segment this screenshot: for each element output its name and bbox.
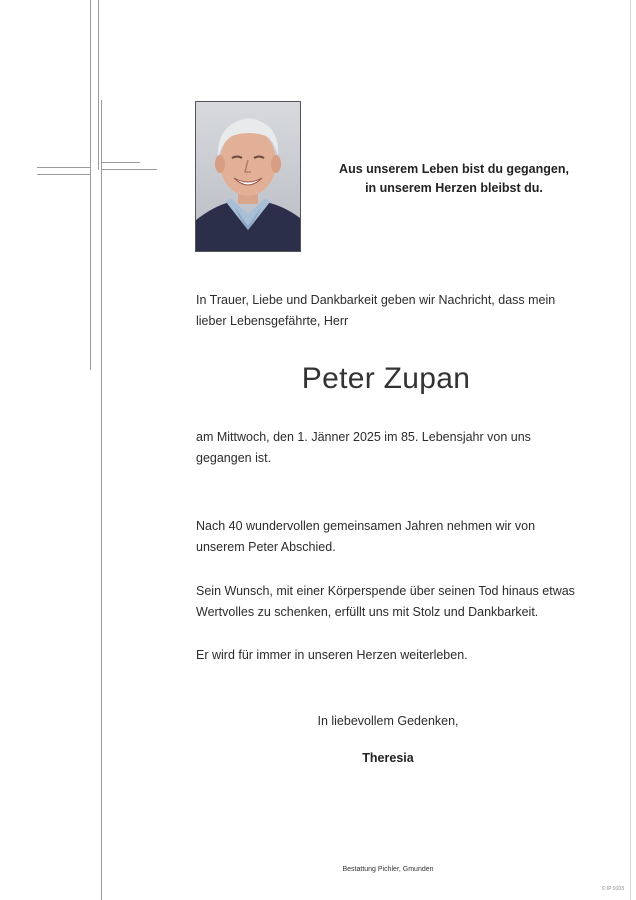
intro-line-1: In Trauer, Liebe und Dankbarkeit geben wir Nachricht, dass mein [196, 293, 556, 307]
intro-text [196, 290, 555, 332]
signer-name: Theresia [362, 751, 414, 765]
paragraph-1 [196, 516, 535, 558]
funeral-home-footer: Bestattung Pichler, Gmunden [342, 866, 434, 873]
paragraph-2 [196, 581, 575, 623]
death-notice [196, 427, 531, 469]
paragraph-1-line-2: unserem Peter Abschied. [196, 540, 336, 554]
cross-arm-right-top [102, 162, 140, 163]
cross-arm-right-bottom [102, 169, 157, 170]
paragraph-3-line-1: Er wird für immer in unseren Herzen weiterleben. [196, 648, 468, 662]
intro-line-2: lieber Lebensgefährte, Herr [196, 314, 349, 328]
closing-text: In liebevollem Gedenken, [317, 714, 459, 728]
paragraph-2-line-1: Sein Wunsch, mit einer Körperspende über seinen Tod hinaus etwas [196, 584, 575, 598]
deceased-name: Peter Zupan [301, 362, 471, 395]
death-notice-line-1: am Mittwoch, den 1. Jänner 2025 im 85. Lebensjahr von uns [196, 430, 531, 444]
paragraph-2-line-2: Wertvolles zu schenken, erfüllt uns mit Stolz und Dankbarkeit. [196, 605, 539, 619]
cross-vertical-left [90, 0, 91, 370]
portrait-photo [195, 101, 301, 252]
cross-vertical-left-inner [98, 0, 99, 170]
document-code: © IP 9103 [601, 886, 624, 892]
motto-line-2: in unserem Herzen bleibst du. [365, 181, 543, 195]
paragraph-3 [196, 645, 468, 666]
cross-vertical-right [101, 100, 102, 900]
death-notice-line-2: gegangen ist. [196, 451, 272, 465]
motto [330, 160, 578, 198]
cross-arm-left-top [37, 167, 90, 168]
paragraph-1-line-1: Nach 40 wundervollen gemeinsamen Jahren nehmen wir von [196, 519, 536, 533]
portrait-image [196, 102, 300, 251]
motto-line-1: Aus unserem Leben bist du gegangen, [339, 162, 569, 176]
cross-arm-left-bottom [37, 174, 90, 175]
page-edge [630, 0, 631, 900]
